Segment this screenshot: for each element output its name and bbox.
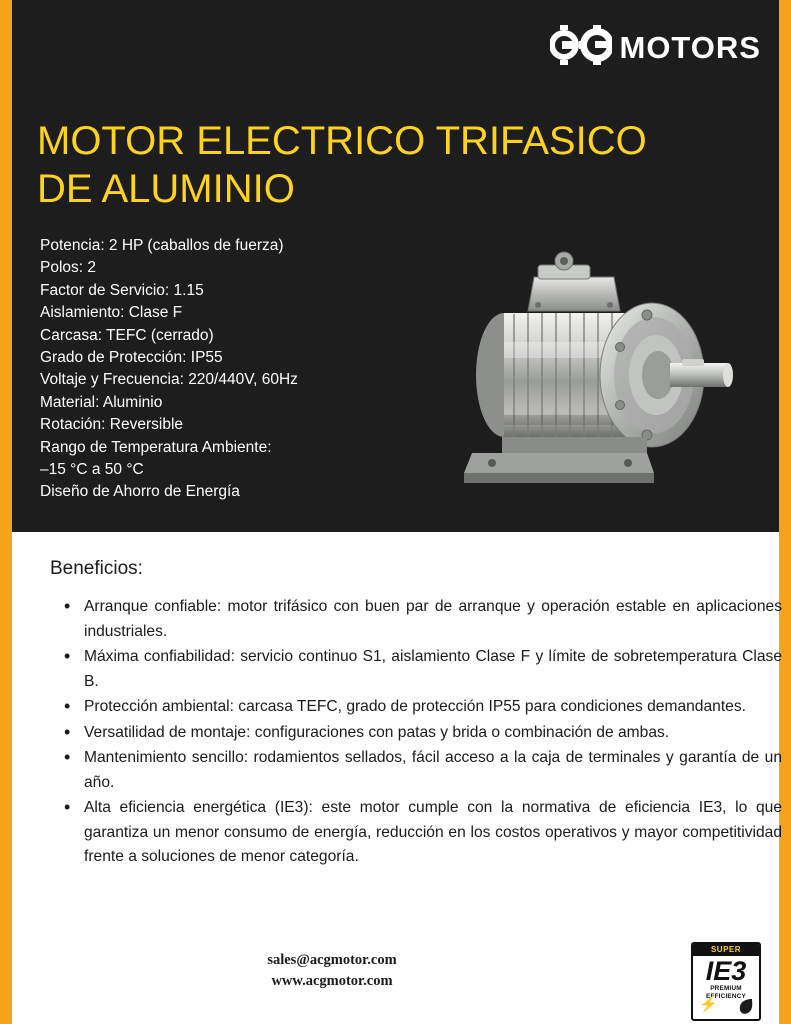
spec-item: Factor de Servicio: 1.15: [40, 281, 204, 299]
acg-logo-mark: [550, 25, 612, 70]
list-item: • Versatilidad de montaje: configuraciones con patas y brida o combinación de ambas.: [60, 721, 782, 746]
leaf-icon: [738, 998, 754, 1016]
spec-item: Rotación: Reversible: [40, 416, 184, 434]
list-item: • Mantenimiento sencillo: rodamientos sellados, fácil acceso a la caja de terminales y garantía de un año.: [60, 746, 782, 795]
badge-top-label: SUPER: [693, 944, 759, 956]
badge-sub-label-1: PREMIUM: [710, 985, 742, 992]
spec-item: Diseño de Ahorro de Energía: [40, 483, 240, 501]
lightning-bolt-icon: ⚡: [699, 996, 718, 1013]
benefits-list: [30, 595, 782, 871]
spec-item: Grado de Protección: IP55: [40, 349, 223, 367]
spec-item: Polos: 2: [40, 259, 97, 277]
spec-item: Aislamiento: Clase F: [40, 304, 183, 322]
left-accent-bar: [0, 0, 12, 1024]
spec-item: Voltaje y Frecuencia: 220/440V, 60Hz: [40, 371, 298, 389]
page-title: MOTOR ELECTRICO TRIFASICO DE ALUMINIO: [37, 119, 647, 211]
spec-item: Potencia: 2 HP (caballos de fuerza): [40, 237, 284, 254]
spec-item: Rango de Temperatura Ambiente:: [40, 438, 272, 456]
badge-sub-label-2: EFFICIENCY: [706, 993, 746, 1000]
brand-logo: [550, 25, 762, 70]
spec-item: Carcasa: TEFC (cerrado): [40, 326, 214, 344]
product-image: [442, 247, 772, 512]
list-item: • Protección ambiental: carcasa TEFC, grado de protección IP55 para condiciones demandantes.: [60, 695, 782, 720]
badge-main-label: IE3: [705, 956, 747, 986]
spec-list: [40, 235, 460, 504]
footer: [12, 942, 779, 1024]
contact-website[interactable]: www.acgmotor.com: [271, 973, 393, 989]
benefits-heading: Beneficios:: [50, 558, 143, 579]
hero-panel: [12, 95, 779, 532]
ie3-efficiency-badge: [691, 942, 761, 1021]
list-item: • Alta eficiencia energética (IE3): este motor cumple con la normativa de eficiencia IE3, lo que garantiza un menor consumo de energía, reducción en los costos operativos y mayor competitividad frente a soluciones de menor categoría.: [60, 796, 782, 870]
spec-item: –15 °C a 50 °C: [40, 461, 144, 479]
list-item: • Máxima confiabilidad: servicio continuo S1, aislamiento Clase F y límite de sobretemperatura Clase B.: [60, 645, 782, 694]
brand-name: MOTORS: [619, 29, 761, 65]
spec-item: Material: Aluminio: [40, 393, 163, 411]
contact-email[interactable]: sales@acgmotor.com: [267, 952, 397, 968]
list-item: • Arranque confiable: motor trifásico con buen par de arranque y operación estable en aplicaciones industriales.: [60, 595, 782, 644]
contact-block: [12, 950, 652, 992]
header-bar: [12, 0, 779, 95]
